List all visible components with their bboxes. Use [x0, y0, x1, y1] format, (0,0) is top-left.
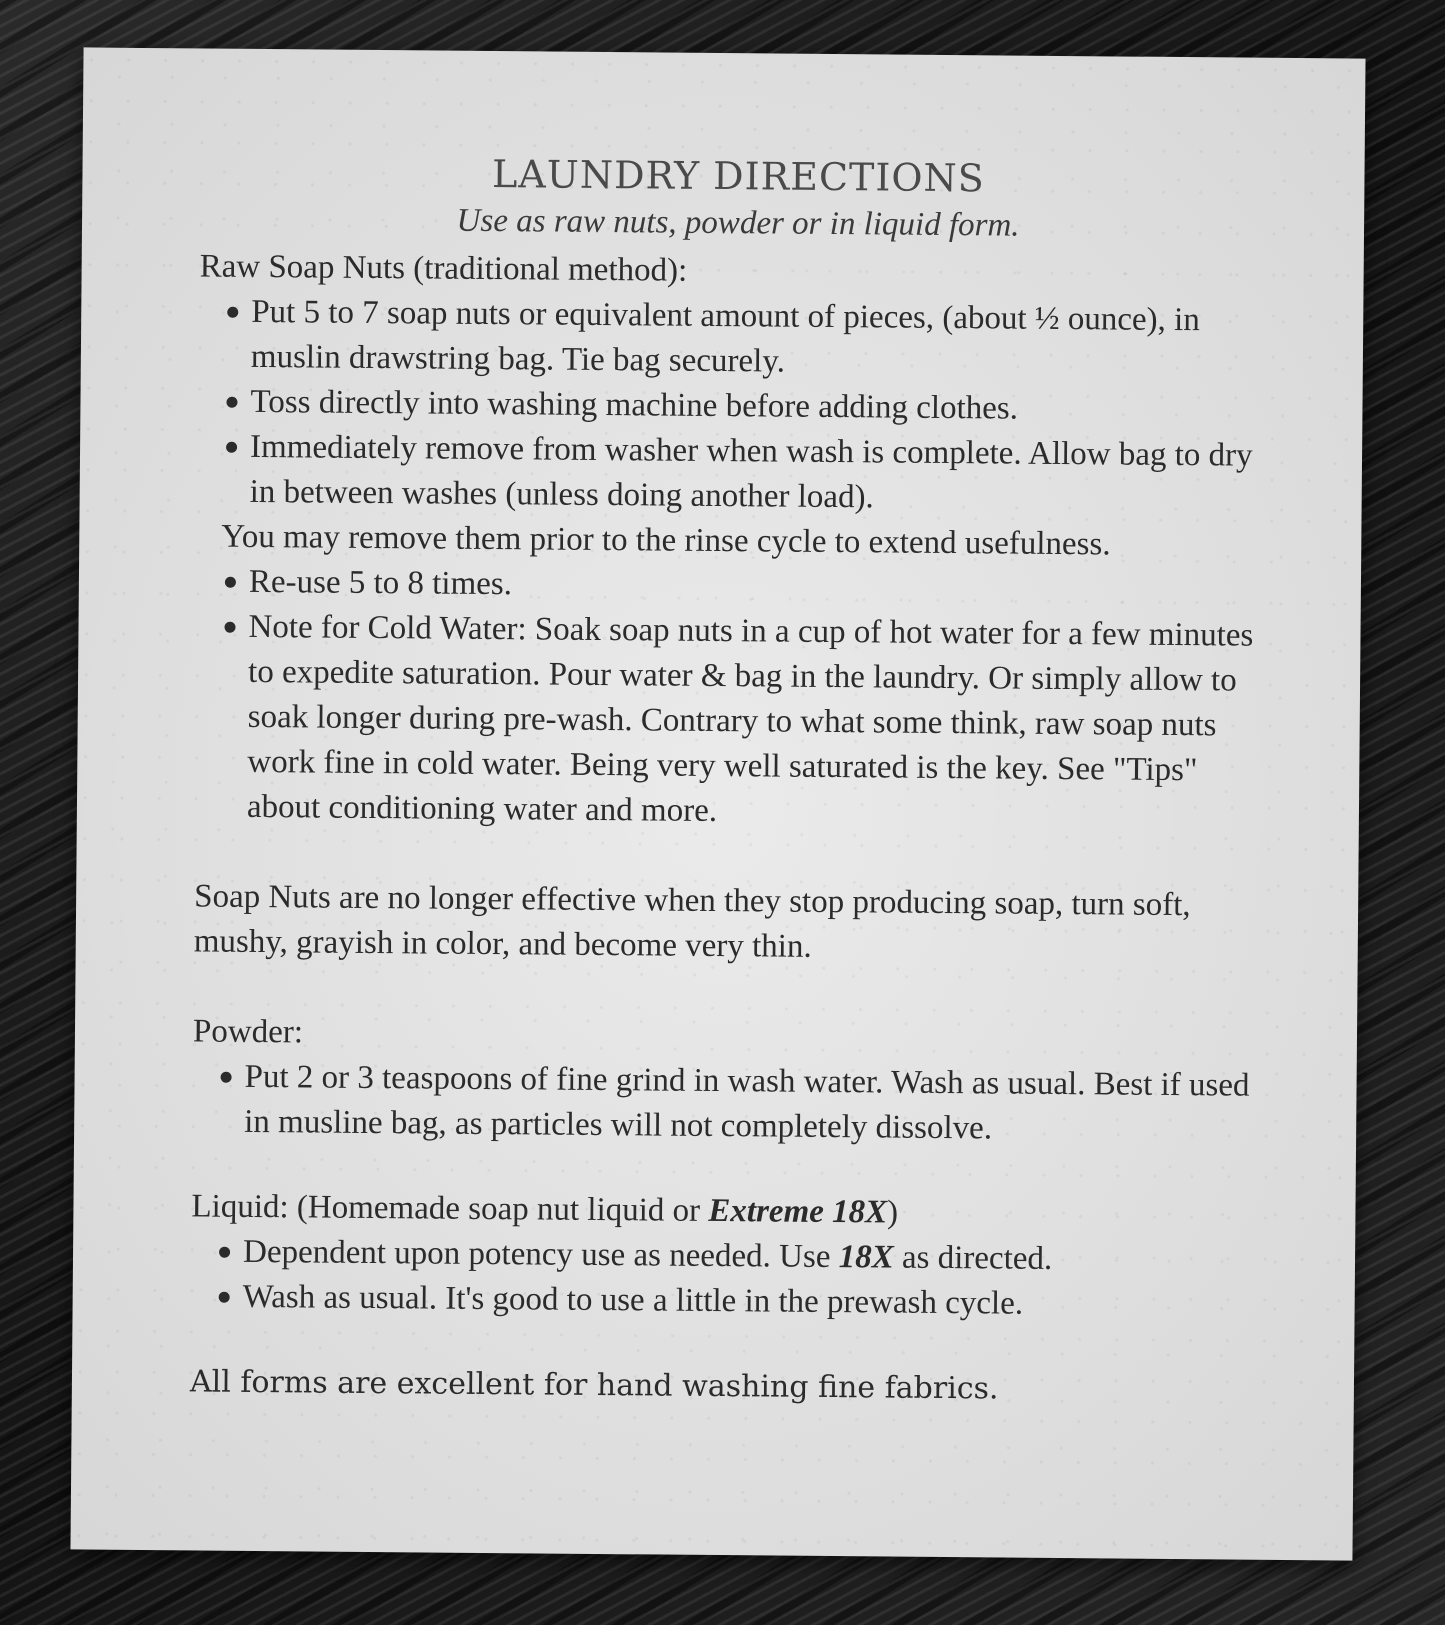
bullet-text: Put 2 or 3 teaspoons of fine grind in wash water. Wash as usual. Best if used in musline bag, as particles will not completely dissolve.	[244, 1058, 1250, 1147]
bullet-text: Note for Cold Water: Soak soap nuts in a cup of hot water for a few minutes to expedite saturation. Pour water & bag in the laundry. Or simply allow to soak longer during pre-wash. Contrary to what some think, raw soap nuts work fine in cold water. Being very well saturated is the key. See "Tips" about conditioning water and more.	[246, 608, 1254, 829]
powder-bullet-list	[192, 1054, 1269, 1153]
raw-bullet-list	[198, 289, 1276, 523]
bullet-text-suffix: as directed.	[893, 1239, 1053, 1277]
list-item	[227, 290, 1276, 389]
bullet-icon	[219, 1247, 230, 1258]
rinse-note: You may remove them prior to the rinse cycle to extend usefulness.	[221, 518, 1111, 563]
bullet-text: Toss directly into washing machine before adding clothes.	[250, 383, 1019, 427]
liquid-heading-prefix: Liquid: (Homemade soap nut liquid or	[191, 1188, 709, 1229]
liquid-product-name: Extreme 18X	[708, 1192, 888, 1231]
raw-soap-nuts-heading: Raw Soap Nuts (traditional method):	[199, 248, 688, 289]
bullet-icon	[224, 622, 235, 633]
list-item	[226, 425, 1275, 524]
bullet-text: Re-use 5 to 8 times.	[248, 563, 513, 603]
bullet-icon	[219, 1292, 230, 1303]
bullet-icon	[225, 577, 236, 588]
bullet-text: Wash as usual. It's good to use a little in the prewash cycle.	[242, 1278, 1024, 1322]
bullet-icon	[221, 1072, 232, 1083]
liquid-heading-suffix: )	[886, 1194, 899, 1231]
bullet-text: Dependent upon potency use as needed. Use	[242, 1233, 839, 1276]
effectiveness-paragraph: Soap Nuts are no longer effective when they stop producing soap, turn soft, mushy, grayish in color, and become very thin.	[193, 878, 1191, 965]
liquid-bullet-list	[190, 1229, 1267, 1328]
list-item	[218, 1275, 1266, 1329]
bullet-text: Put 5 to 7 soap nuts or equivalent amount of pieces, (about ½ ounce), in muslin drawstring bag. Tie bag securely.	[250, 293, 1200, 380]
card-title: LAUNDRY DIRECTIONS	[491, 152, 986, 201]
raw-bullet-list-continued	[195, 559, 1273, 838]
bullet-icon	[226, 442, 237, 453]
card-subtitle: Use as raw nuts, powder or in liquid form.	[456, 202, 1020, 244]
powder-heading: Powder:	[192, 1013, 304, 1051]
bullet-icon	[226, 397, 237, 408]
footer-statement: All forms are excellent for hand washing fine fabrics.	[189, 1364, 999, 1407]
bullet-icon	[227, 307, 238, 318]
product-short-name: 18X	[838, 1239, 894, 1276]
list-item	[223, 605, 1273, 839]
bullet-text: Immediately remove from washer when wash is complete. Allow bag to dry in between washes (unless doing another load).	[249, 428, 1253, 516]
list-item	[220, 1055, 1269, 1154]
directions-card	[70, 47, 1365, 1560]
